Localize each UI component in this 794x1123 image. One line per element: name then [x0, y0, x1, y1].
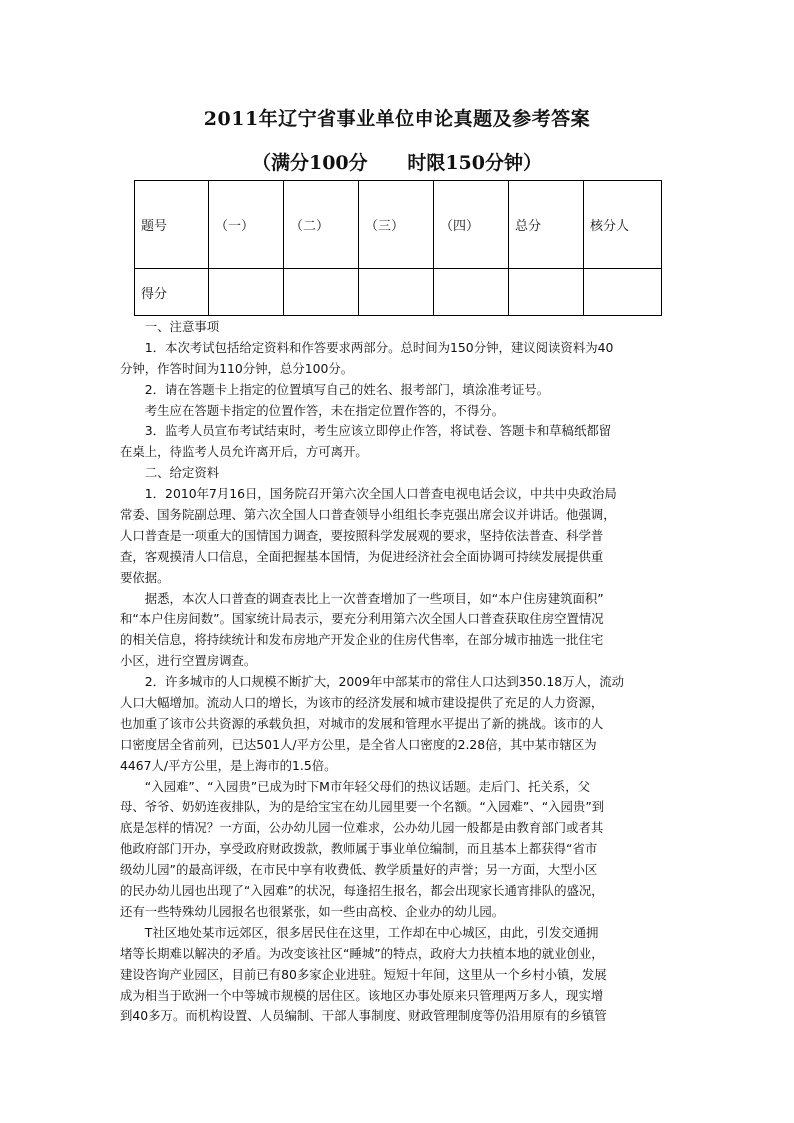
- text-line: 级幼儿园”的最高评级，在市民中享有收费低、教学质量好的声誉；另一方面，大型小区: [120, 862, 598, 878]
- text-line: 3．监考人员宣布考试结束时，考生应该立即停止作答，将试卷、答题卡和草稿纸都留: [120, 423, 612, 439]
- text-line: 2．许多城市的人口规模不断扩大，2009年中部某市的常住人口达到350.18万人，流动: [120, 674, 625, 690]
- table-cell: 题号: [135, 181, 209, 269]
- text-line: 在桌上，待监考人员允许离开后，方可离开。: [120, 444, 368, 460]
- text-line: 常委、国务院副总理、第六次全国人口普查领导小组组长李克强出席会议并讲话。他强调，: [120, 507, 616, 523]
- text-line: 到40多万。而机构设置、人员编制、干部人事制度、财政管理制度等仍沿用原有的乡镇管: [120, 1008, 607, 1024]
- text-line: 4467人/平方公里，是上海市的1.5倍。: [120, 757, 337, 773]
- text-line: 成为相当于欧洲一个中等城市规模的居住区。该地区办事处原来只管理两万多人，现实增: [120, 987, 604, 1003]
- text-line: 分钟，作答时间为110分钟，总分100分。: [120, 360, 354, 376]
- text-line: 要依据。: [120, 569, 170, 585]
- score-table-header-row: [135, 181, 662, 269]
- text-line: 据悉，本次人口普查的调查表比上一次普查增加了一些项目，如“本户住房建筑面积”: [120, 590, 604, 606]
- text-line: “入园难”、“入园贵”已成为时下M市年轻父母们的热议话题。走后门、托关系，父: [120, 778, 591, 794]
- table-cell-empty: [584, 269, 662, 316]
- text-line: 和“本户住房间数”。国家统计局表示，要充分利用第六次全国人口普查获取住房空置情况: [120, 611, 604, 627]
- text-line: 也加重了该市公共资源的承载负担，对城市的发展和管理水平提出了新的挑战。该市的人: [120, 715, 604, 731]
- table-cell: 总分: [509, 181, 584, 269]
- text-line: 堵等长期难以解决的矛盾。为改变该社区“睡城”的特点，政府大力扶植本地的就业创业，: [120, 945, 604, 961]
- document-subtitle: （满分100分 时限150分钟）: [251, 152, 542, 174]
- table-cell: （一）: [209, 181, 284, 269]
- table-cell: 核分人: [584, 181, 662, 269]
- text-line: 还有一些特殊幼儿园报名也很紧张，如一些由高校、企业办的幼儿园。: [120, 903, 505, 919]
- table-cell: （四）: [434, 181, 509, 269]
- text-line: 的民办幼儿园也出现了“入园难”的状况，每逢招生报名，都会出现家长通宵排队的盛况，: [120, 883, 604, 899]
- table-cell: （二）: [284, 181, 359, 269]
- table-cell-empty: [434, 269, 509, 316]
- text-line: 人口大幅增加。流动人口的增长，为该市的经济发展和城市建设提供了充足的人力资源，: [120, 695, 604, 711]
- table-cell-empty: [209, 269, 284, 316]
- text-line: 口密度居全省前列，已达501人/平方公里，是全省人口密度的2.28倍，其中某市辖区为: [120, 736, 597, 752]
- table-cell: （三）: [359, 181, 434, 269]
- text-line: 1．本次考试包括给定资料和作答要求两部分。总时间为150分钟，建议阅读资料为40: [120, 339, 614, 355]
- table-cell-empty: [284, 269, 359, 316]
- table-cell-empty: [359, 269, 434, 316]
- text-line: 考生应在答题卡指定的位置作答，未在指定位置作答的，不得分。: [120, 402, 505, 418]
- document-body: [120, 317, 680, 1027]
- text-line: 母、爷爷、奶奶连夜排队，为的是给宝宝在幼儿园里要一个名额。“入园难”、“入园贵”到: [120, 799, 605, 815]
- table-cell-empty: [509, 269, 584, 316]
- table-cell: 得分: [135, 269, 209, 316]
- document-title: 2011年辽宁省事业单位申论真题及参考答案: [203, 108, 591, 130]
- section-heading-materials: 二、给定资料: [120, 465, 220, 481]
- text-line: 的相关信息，将持续统计和发布房地产开发企业的住房代售率，在部分城市抽选一批住宅: [120, 632, 604, 648]
- score-table-score-row: [135, 269, 662, 316]
- text-line: 2．请在答题卡上指定的位置填写自己的姓名、报考部门，填涂准考证号。: [120, 381, 550, 397]
- text-line: 底是怎样的情况？一方面，公办幼儿园一位难求，公办幼儿园一般都是由教育部门或者其: [120, 820, 604, 836]
- section-heading-notes: 一、注意事项: [120, 319, 220, 334]
- text-line: 1．2010年7月16日，国务院召开第六次全国人口普查电视电话会议，中共中央政治局: [120, 486, 617, 502]
- score-table: [134, 180, 662, 316]
- text-line: 他政府部门开办，享受政府财政拨款，教师属于事业单位编制，而且基本上都获得“省市: [120, 841, 598, 857]
- text-line: T社区地处某市远郊区，很多居民住在这里，工作却在中心城区，由此，引发交通拥: [120, 924, 599, 940]
- text-line: 小区，进行空置房调查。: [120, 653, 257, 669]
- text-line: 建设咨询产业园区，目前已有80多家企业进驻。短短十年间，这里从一个乡村小镇，发展: [120, 966, 607, 982]
- text-line: 人口普查是一项重大的国情国力调查，要按照科学发展观的要求，坚持依法普查、科学普: [120, 527, 604, 543]
- text-line: 查，客观摸清人口信息，全面把握基本国情，为促进经济社会全面协调可持续发展提供重: [120, 548, 604, 564]
